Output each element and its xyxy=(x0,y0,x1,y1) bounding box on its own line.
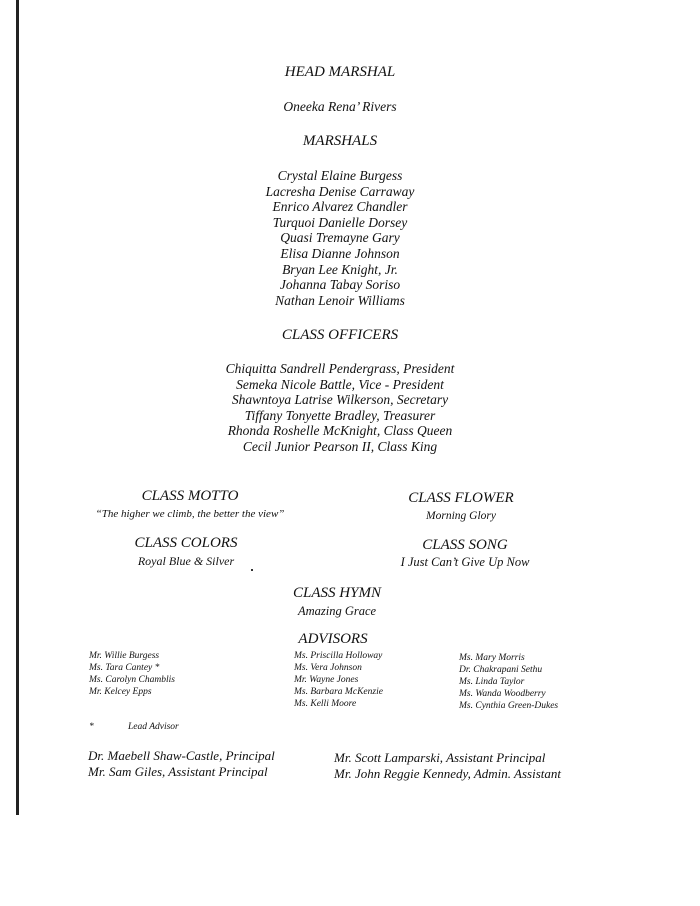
class-colors-heading: CLASS COLORS xyxy=(134,535,238,551)
marshals-list xyxy=(0,168,680,308)
class-flower-heading: CLASS FLOWER xyxy=(408,490,514,506)
class-colors-text: Royal Blue & Silver xyxy=(137,554,235,568)
marshal-name: Bryan Lee Knight, Jr. xyxy=(282,261,398,277)
advisor-name: Ms. Barbara McKenzie xyxy=(294,687,383,697)
class-flower-text: Morning Glory xyxy=(426,510,496,522)
class-song-heading: CLASS SONG xyxy=(422,537,508,553)
officer-name: Cecil Junior Pearson II, Class King xyxy=(242,438,438,454)
marshal-name: Johanna Tabay Soriso xyxy=(279,277,401,293)
advisor-name: Ms. Priscilla Holloway xyxy=(294,651,383,661)
class-hymn-text: Amazing Grace xyxy=(297,604,377,618)
advisor-name: Ms. Linda Taylor xyxy=(459,677,525,687)
advisor-name: Ms. Tara Cantey * xyxy=(89,663,160,673)
advisor-name: Mr. Willie Burgess xyxy=(89,651,160,661)
class-song-text: I Just Can’t Give Up Now xyxy=(400,555,530,569)
advisors-column-3 xyxy=(459,652,558,712)
marshal-name: Nathan Lenoir Williams xyxy=(275,292,405,308)
advisors-column-1 xyxy=(89,650,175,698)
advisor-name: Ms. Carolyn Chamblis xyxy=(89,675,175,685)
admin-name: Mr. Sam Giles, Assistant Principal xyxy=(88,764,268,779)
advisor-name: Ms. Wanda Woodberry xyxy=(459,689,546,699)
marshal-name: Enrico Alvarez Chandler xyxy=(272,199,408,215)
officer-name: Shawntoya Latrise Wilkerson, Secretary xyxy=(231,392,449,408)
scan-speck xyxy=(251,569,253,571)
marshal-name: Elisa Dianne Johnson xyxy=(280,245,400,261)
officer-name: Chiquitta Sandrell Pendergrass, President xyxy=(225,361,455,376)
marshals-heading: MARSHALS xyxy=(302,133,378,149)
admin-name: Mr. Scott Lamparski, Assistant Principal xyxy=(334,750,546,765)
footnote-mark-text: * xyxy=(89,722,94,732)
advisor-name: Ms. Vera Johnson xyxy=(294,663,362,673)
class-motto-text: “The higher we climb, the better the view” xyxy=(95,508,285,520)
footnote-text: Lead Advisor xyxy=(128,722,179,732)
officer-name: Tiffany Tonyette Bradley, Treasurer xyxy=(244,407,436,423)
advisors-column-2 xyxy=(294,650,383,710)
class-motto-heading: CLASS MOTTO xyxy=(141,488,239,504)
admin-name: Dr. Maebell Shaw-Castle, Principal xyxy=(88,748,275,763)
footnote xyxy=(128,721,179,733)
class-officers-heading: CLASS OFFICERS xyxy=(281,327,399,343)
administration-right xyxy=(334,750,561,782)
advisor-name: Mr. Kelcey Epps xyxy=(89,687,152,697)
officer-name: Rhonda Roshelle McKnight, Class Queen xyxy=(227,423,453,439)
marshal-name: Quasi Tremayne Gary xyxy=(280,230,400,246)
admin-name: Mr. John Reggie Kennedy, Admin. Assistant xyxy=(334,766,561,781)
marshal-name: Lacresha Denise Carraway xyxy=(265,183,415,199)
class-officers-list xyxy=(0,361,680,455)
class-hymn-heading: CLASS HYMN xyxy=(293,585,381,601)
advisor-name: Mr. Wayne Jones xyxy=(294,675,359,685)
marshal-name: Crystal Elaine Burgess xyxy=(277,168,403,183)
advisor-name: Dr. Chakrapani Sethu xyxy=(459,665,543,675)
advisors-heading: ADVISORS xyxy=(298,631,368,647)
head-marshal-heading: HEAD MARSHAL xyxy=(284,64,396,80)
head-marshal-name: Oneeka Rena’ Rivers xyxy=(283,99,397,114)
administration-left xyxy=(88,748,275,780)
footnote-mark xyxy=(89,721,94,733)
officer-name: Semeka Nicole Battle, Vice - President xyxy=(236,376,444,392)
advisor-name: Ms. Kelli Moore xyxy=(294,699,357,709)
advisor-name: Ms. Mary Morris xyxy=(459,653,525,663)
advisor-name: Ms. Cynthia Green-Dukes xyxy=(459,701,559,711)
marshal-name: Turquoi Danielle Dorsey xyxy=(272,214,408,230)
